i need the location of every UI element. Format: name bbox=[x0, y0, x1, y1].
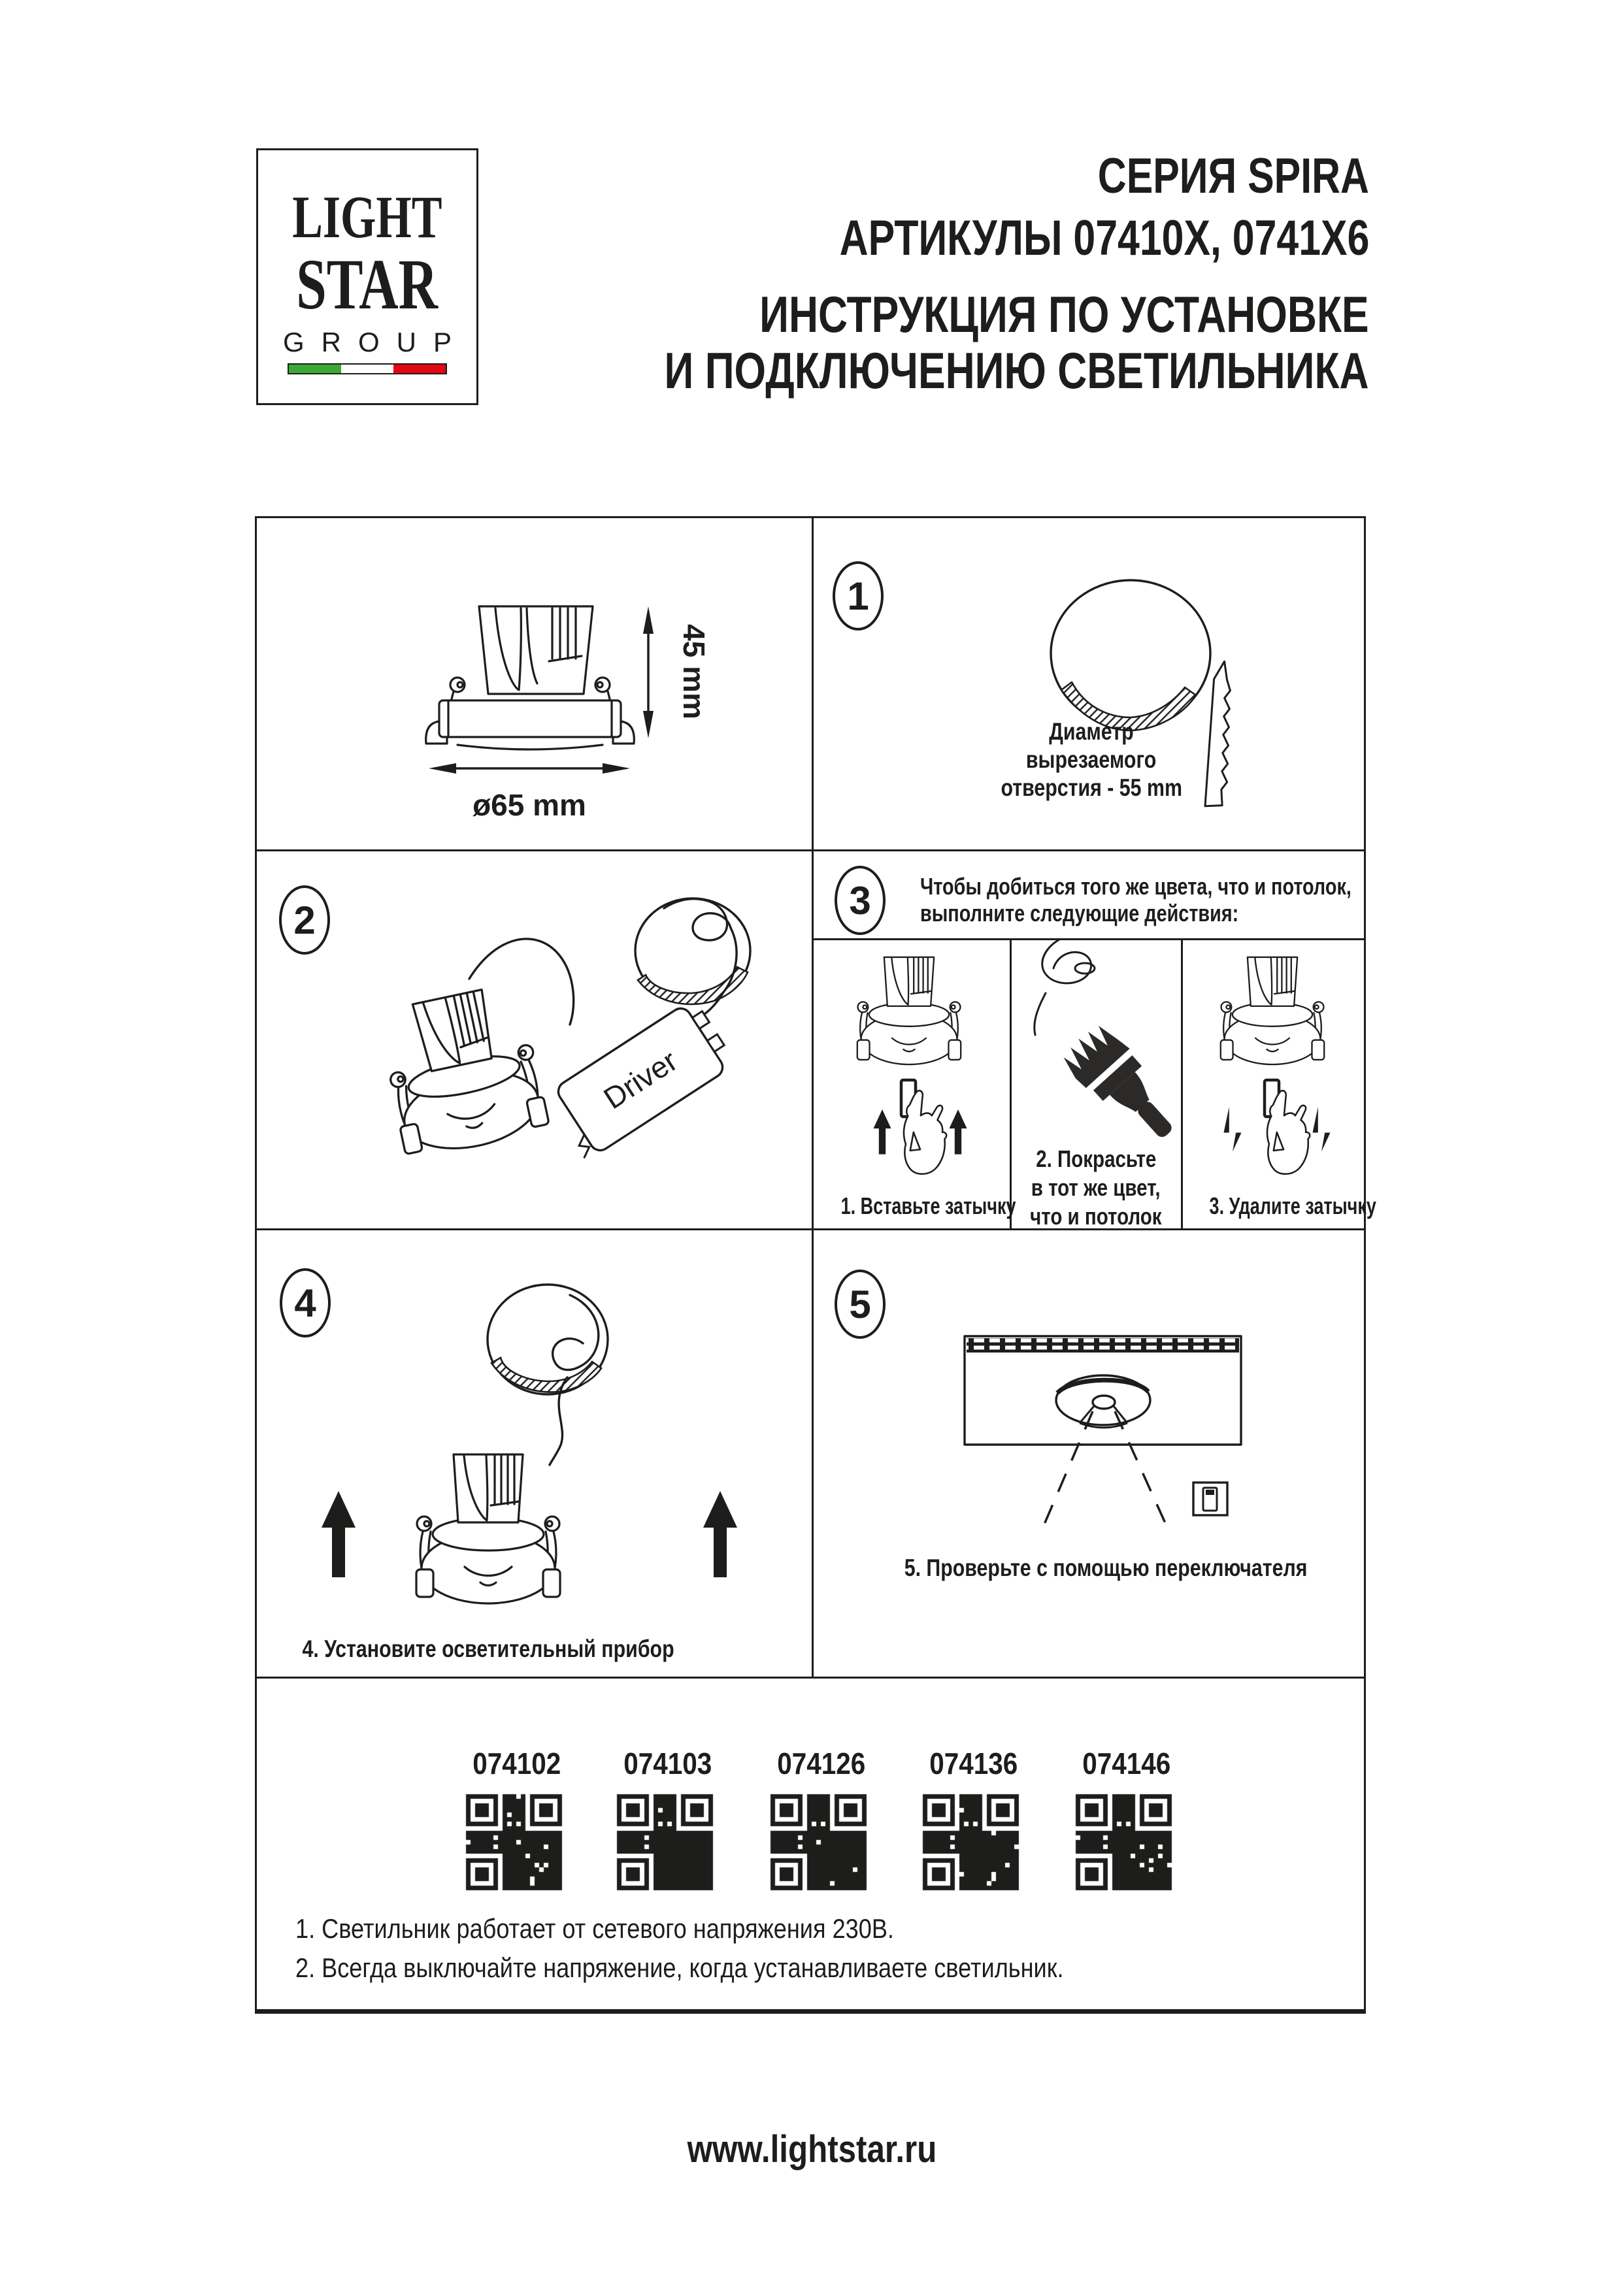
arrow-up-icon bbox=[949, 1109, 967, 1155]
diameter-dimension bbox=[429, 763, 630, 822]
step3-sub1-insert-plug bbox=[857, 957, 967, 1174]
step1-badge: 1 bbox=[833, 561, 884, 631]
step3-sub1-caption: 1. Вставьте затычку bbox=[840, 1192, 1016, 1219]
article-code: 074103 bbox=[623, 1747, 712, 1780]
article-074126 bbox=[746, 1746, 897, 1781]
svg-text:45 mm: 45 mm bbox=[677, 624, 711, 719]
arrow-down-icon bbox=[1312, 1107, 1330, 1152]
flag-white bbox=[341, 365, 393, 373]
downlight-drawing bbox=[1221, 957, 1324, 1064]
paint-squiggle bbox=[1035, 940, 1138, 1035]
qr-code bbox=[616, 1793, 721, 1898]
height-dimension bbox=[643, 606, 711, 738]
instruction-title-line1: ИНСТРУКЦИЯ ПО УСТАНОВКЕ bbox=[759, 286, 1369, 343]
arrow-up-icon bbox=[873, 1109, 891, 1155]
step4-drawing bbox=[257, 1230, 810, 1676]
grid-row-divider-3 bbox=[255, 1677, 1366, 1679]
step5-badge: 5 bbox=[835, 1270, 886, 1339]
article-074102 bbox=[441, 1746, 593, 1781]
note-line: 1. Светильник работает от сетевого напряжения 230В. bbox=[295, 1913, 894, 1944]
driver-box bbox=[544, 998, 737, 1162]
step3-sub3-caption: 3. Удалите затычку bbox=[1209, 1192, 1376, 1219]
logo-word-group: GROUP bbox=[282, 327, 469, 357]
arrow-up-icon bbox=[703, 1491, 737, 1577]
arrow-up-icon bbox=[322, 1491, 356, 1577]
qr-code bbox=[1074, 1793, 1180, 1898]
ceiling-canopy bbox=[635, 898, 750, 1027]
svg-text:Driver: Driver bbox=[597, 1043, 684, 1116]
step5-drawing bbox=[814, 1230, 1364, 1676]
step3-sub3-remove-plug bbox=[1221, 957, 1331, 1174]
article-code: 074136 bbox=[929, 1747, 1018, 1780]
document-title bbox=[488, 145, 1369, 399]
step3-badge: 3 bbox=[835, 866, 886, 935]
step4-caption: 4. Установите осветительный прибор bbox=[302, 1635, 674, 1662]
article-code: 074102 bbox=[472, 1747, 561, 1780]
fixture-dimension-drawing bbox=[257, 518, 810, 847]
series-title: СЕРИЯ SPIRA bbox=[1097, 148, 1369, 204]
ceiling-section bbox=[965, 1336, 1241, 1445]
flag-green bbox=[289, 365, 341, 373]
article-code: 074146 bbox=[1082, 1747, 1171, 1780]
instruction-title-line2: И ПОДКЛЮЧЕНИЮ СВЕТИЛЬНИКА bbox=[664, 342, 1369, 399]
articles-title: АРТИКУЛЫ 07410X, 0741X6 bbox=[839, 210, 1369, 266]
italian-flag-stripe bbox=[288, 363, 447, 374]
article-074103 bbox=[592, 1746, 744, 1781]
safety-notes bbox=[295, 1909, 1189, 1988]
step2-drawing bbox=[257, 851, 810, 1226]
hand-icon bbox=[904, 1091, 946, 1174]
article-074136 bbox=[898, 1746, 1050, 1781]
step4-badge: 4 bbox=[280, 1268, 331, 1337]
note-line: 2. Всегда выключайте напряжение, когда устанавливаете светильник. bbox=[295, 1952, 1064, 1983]
step5-caption: 5. Проверьте с помощью переключателя bbox=[904, 1554, 1308, 1581]
downlight-drawing bbox=[416, 1454, 560, 1603]
lightstar-logo bbox=[256, 148, 478, 405]
downlight-drawing bbox=[857, 957, 961, 1064]
logo-word-star: STAR bbox=[296, 244, 439, 324]
step3-sub2-caption: 2. Покрасьте в тот же цвет, что и потолок bbox=[1030, 1145, 1162, 1230]
svg-text:ø65 mm: ø65 mm bbox=[472, 788, 586, 822]
logo-word-light: LIGHT bbox=[292, 184, 442, 250]
arrow-down-icon bbox=[1223, 1107, 1241, 1152]
article-code: 074126 bbox=[777, 1747, 866, 1780]
step3-header: Чтобы добиться того же цвета, что и потолок, выполните следующие действия: bbox=[920, 873, 1351, 927]
fixture-front-view bbox=[426, 606, 635, 749]
cutout-disc bbox=[1051, 580, 1210, 730]
website-link[interactable]: www.lightstar.ru bbox=[687, 2128, 937, 2171]
qr-code bbox=[465, 1793, 570, 1898]
qr-code bbox=[769, 1793, 874, 1898]
downlight-drawing bbox=[376, 982, 551, 1161]
wall-switch-icon bbox=[1193, 1483, 1227, 1515]
step1-caption: Диаметр вырезаемого отверстия - 55 mm bbox=[1001, 718, 1182, 801]
step2-badge: 2 bbox=[279, 885, 330, 955]
article-074146 bbox=[1051, 1746, 1202, 1781]
paintbrush-icon bbox=[1057, 1017, 1191, 1155]
step3-sub2-paint bbox=[1035, 940, 1190, 1155]
flag-red bbox=[393, 365, 446, 373]
hand-icon bbox=[1267, 1091, 1310, 1174]
ceiling-canopy bbox=[488, 1285, 608, 1465]
qr-code bbox=[921, 1793, 1027, 1898]
